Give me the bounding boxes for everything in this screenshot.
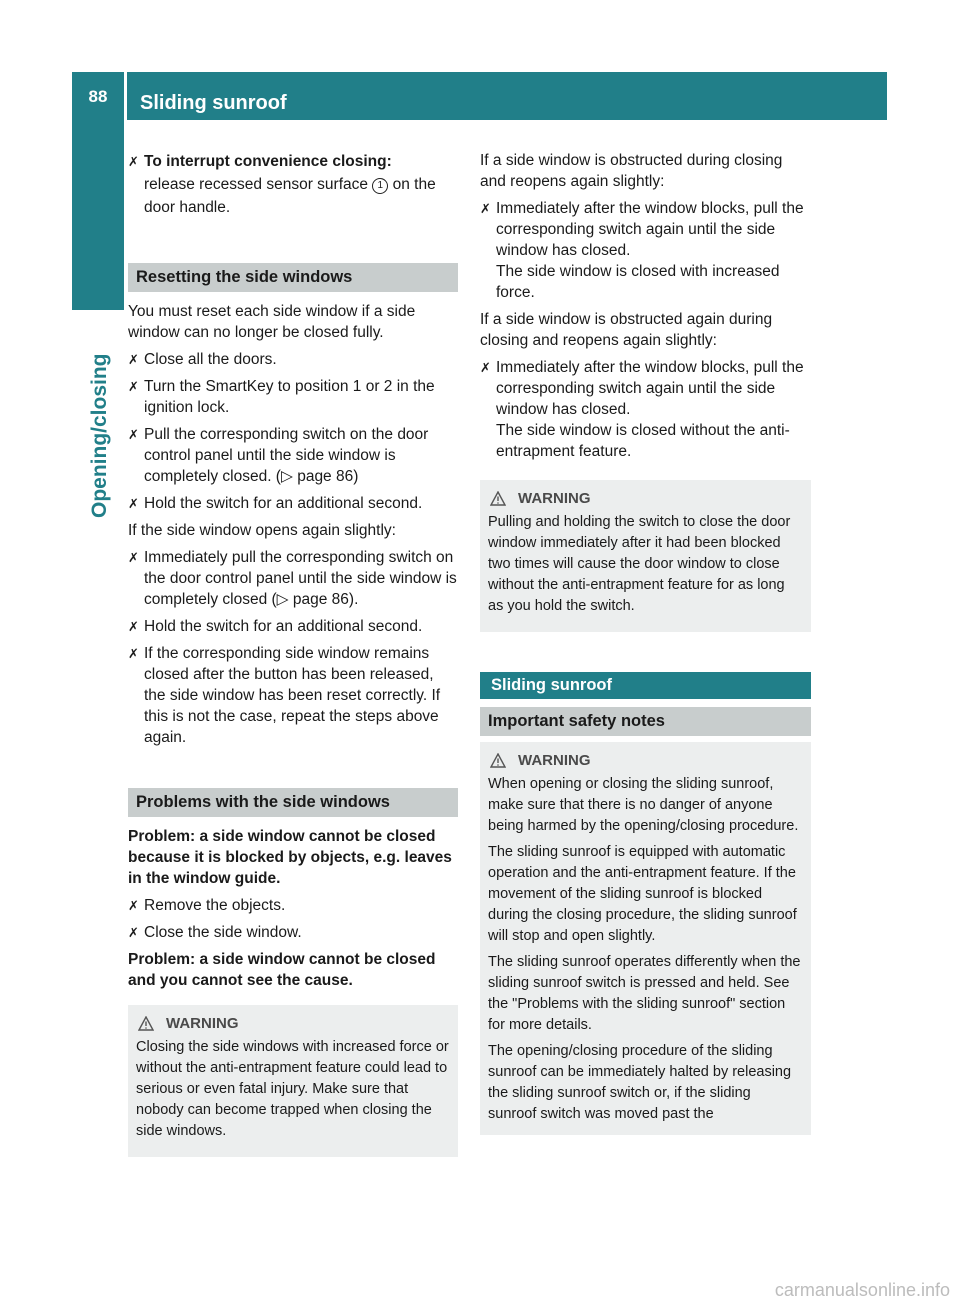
section-side-label: Opening/closing bbox=[88, 353, 111, 518]
step-item: ✗ Immediately after the window blocks, pull the corresponding switch again until the side window has closed. The side window is closed with increased force. bbox=[480, 200, 804, 301]
problem-1: Problem: a side window cannot be closed because it is blocked by objects, e.g. leaves in the window guide. bbox=[128, 828, 452, 887]
step-item: ✗ Remove the objects. bbox=[128, 897, 286, 914]
step-arrow-icon: ✗ bbox=[480, 201, 491, 216]
step-item bbox=[128, 150, 458, 219]
warning-box bbox=[480, 742, 811, 1135]
step-arrow-icon: ✗ bbox=[480, 360, 491, 375]
interrupt-title: To interrupt convenience closing: bbox=[144, 153, 392, 170]
page-title: Sliding sunroof bbox=[140, 92, 287, 114]
step-arrow-icon: ✗ bbox=[128, 427, 139, 442]
warning-header: WARNING bbox=[136, 1013, 450, 1034]
step-item: ✗ Hold the switch for an additional second. bbox=[128, 495, 423, 512]
if-opens-text: If the side window opens again slightly: bbox=[128, 522, 396, 539]
obstructed-text-1: If a side window is obstructed during closing and reopens again slightly: bbox=[480, 152, 783, 190]
step-arrow-icon: ✗ bbox=[128, 550, 139, 565]
header-divider bbox=[124, 72, 127, 120]
warning-paragraph: The sliding sunroof is equipped with automatic operation and the anti-entrapment feature. If the movement of the sliding sunroof is blocked during the closing procedure, the sliding sunroof will stop and open slightly. bbox=[488, 844, 797, 944]
step-item: ✗ Close the side window. bbox=[128, 924, 302, 941]
problem-2: Problem: a side window cannot be closed and you cannot see the cause. bbox=[128, 951, 436, 989]
right-column bbox=[480, 150, 811, 1135]
step-result: The side window is closed with increased force. bbox=[496, 263, 780, 301]
resetting-intro: You must reset each side window if a side window can no longer be closed fully. bbox=[128, 303, 416, 341]
safety-notes-heading: Important safety notes bbox=[480, 707, 811, 736]
interrupt-text: release recessed sensor surface bbox=[144, 176, 373, 193]
warning-paragraph: When opening or closing the sliding sunroof, make sure that there is no danger of anyone being harmed by the opening/closing procedure. bbox=[488, 776, 799, 834]
obstructed-text-2: If a side window is obstructed again during closing and reopens again slightly: bbox=[480, 311, 773, 349]
watermark: carmanualsonline.info bbox=[774, 1280, 950, 1300]
warning-triangle-icon bbox=[490, 491, 506, 506]
warning-text: Closing the side windows with increased force or without the anti-entrapment feature could lead to serious or even fatal injury. Make sure that nobody can become trapped when closing the side windows. bbox=[136, 1039, 449, 1139]
resetting-heading: Resetting the side windows bbox=[128, 263, 458, 292]
step-arrow-icon: ✗ bbox=[128, 379, 139, 394]
step-item: ✗ Close all the doors. bbox=[128, 351, 277, 368]
warning-header: WARNING bbox=[488, 488, 803, 509]
marker-1-icon: 1 bbox=[372, 178, 388, 194]
step-arrow-icon: ✗ bbox=[128, 619, 139, 634]
warning-paragraph: The sliding sunroof operates differently when the sliding sunroof switch is pressed and held. See the "Problems with the sliding sunroof" section for more details. bbox=[488, 954, 801, 1033]
step-item: ✗ Turn the SmartKey to position 1 or 2 in the ignition lock. bbox=[128, 378, 435, 416]
page-number: 88 bbox=[72, 72, 124, 120]
problems-heading: Problems with the side windows bbox=[128, 788, 458, 817]
step-item: ✗ Immediately pull the corresponding switch on the door control panel until the side window is completely closed (▷ page 86). bbox=[128, 549, 457, 608]
footer bbox=[0, 1262, 960, 1302]
warning-box bbox=[128, 1005, 458, 1157]
section-heading: Sliding sunroof bbox=[480, 672, 811, 699]
warning-box bbox=[480, 480, 811, 632]
step-item: ✗ Pull the corresponding switch on the door control panel until the side window is completely closed. (▷ page 86) bbox=[128, 426, 429, 485]
side-tab bbox=[72, 120, 124, 310]
step-arrow-icon: ✗ bbox=[128, 154, 139, 169]
warning-triangle-icon bbox=[138, 1016, 154, 1031]
step-arrow-icon: ✗ bbox=[128, 646, 139, 661]
warning-header: WARNING bbox=[488, 750, 803, 771]
step-arrow-icon: ✗ bbox=[128, 925, 139, 940]
step-arrow-icon: ✗ bbox=[128, 496, 139, 511]
warning-text: Pulling and holding the switch to close the door window immediately after it had been blocked two times will cause the door window to close without the anti-entrapment feature for as long as you hold the switch. bbox=[488, 514, 791, 614]
step-item: ✗ Immediately after the window blocks, pull the corresponding switch again until the side window has closed. The side window is closed without the anti-entrapment feature. bbox=[480, 359, 804, 460]
step-item: ✗ If the corresponding side window remains closed after the button has been released, the side window has been reset correctly. If this is not the case, repeat the steps above again. bbox=[128, 645, 441, 746]
step-item: ✗ Hold the switch for an additional second. bbox=[128, 618, 423, 635]
step-arrow-icon: ✗ bbox=[128, 898, 139, 913]
warning-triangle-icon bbox=[490, 753, 506, 768]
step-arrow-icon: ✗ bbox=[128, 352, 139, 367]
interrupt-text-end: on the door handle. bbox=[144, 176, 436, 216]
warning-paragraph: The opening/closing procedure of the sliding sunroof can be immediately halted by releasing the sliding sunroof switch or, if the sliding sunroof switch was moved past the bbox=[488, 1043, 792, 1122]
left-column bbox=[128, 150, 458, 1157]
step-result: The side window is closed without the anti-entrapment feature. bbox=[496, 422, 790, 460]
